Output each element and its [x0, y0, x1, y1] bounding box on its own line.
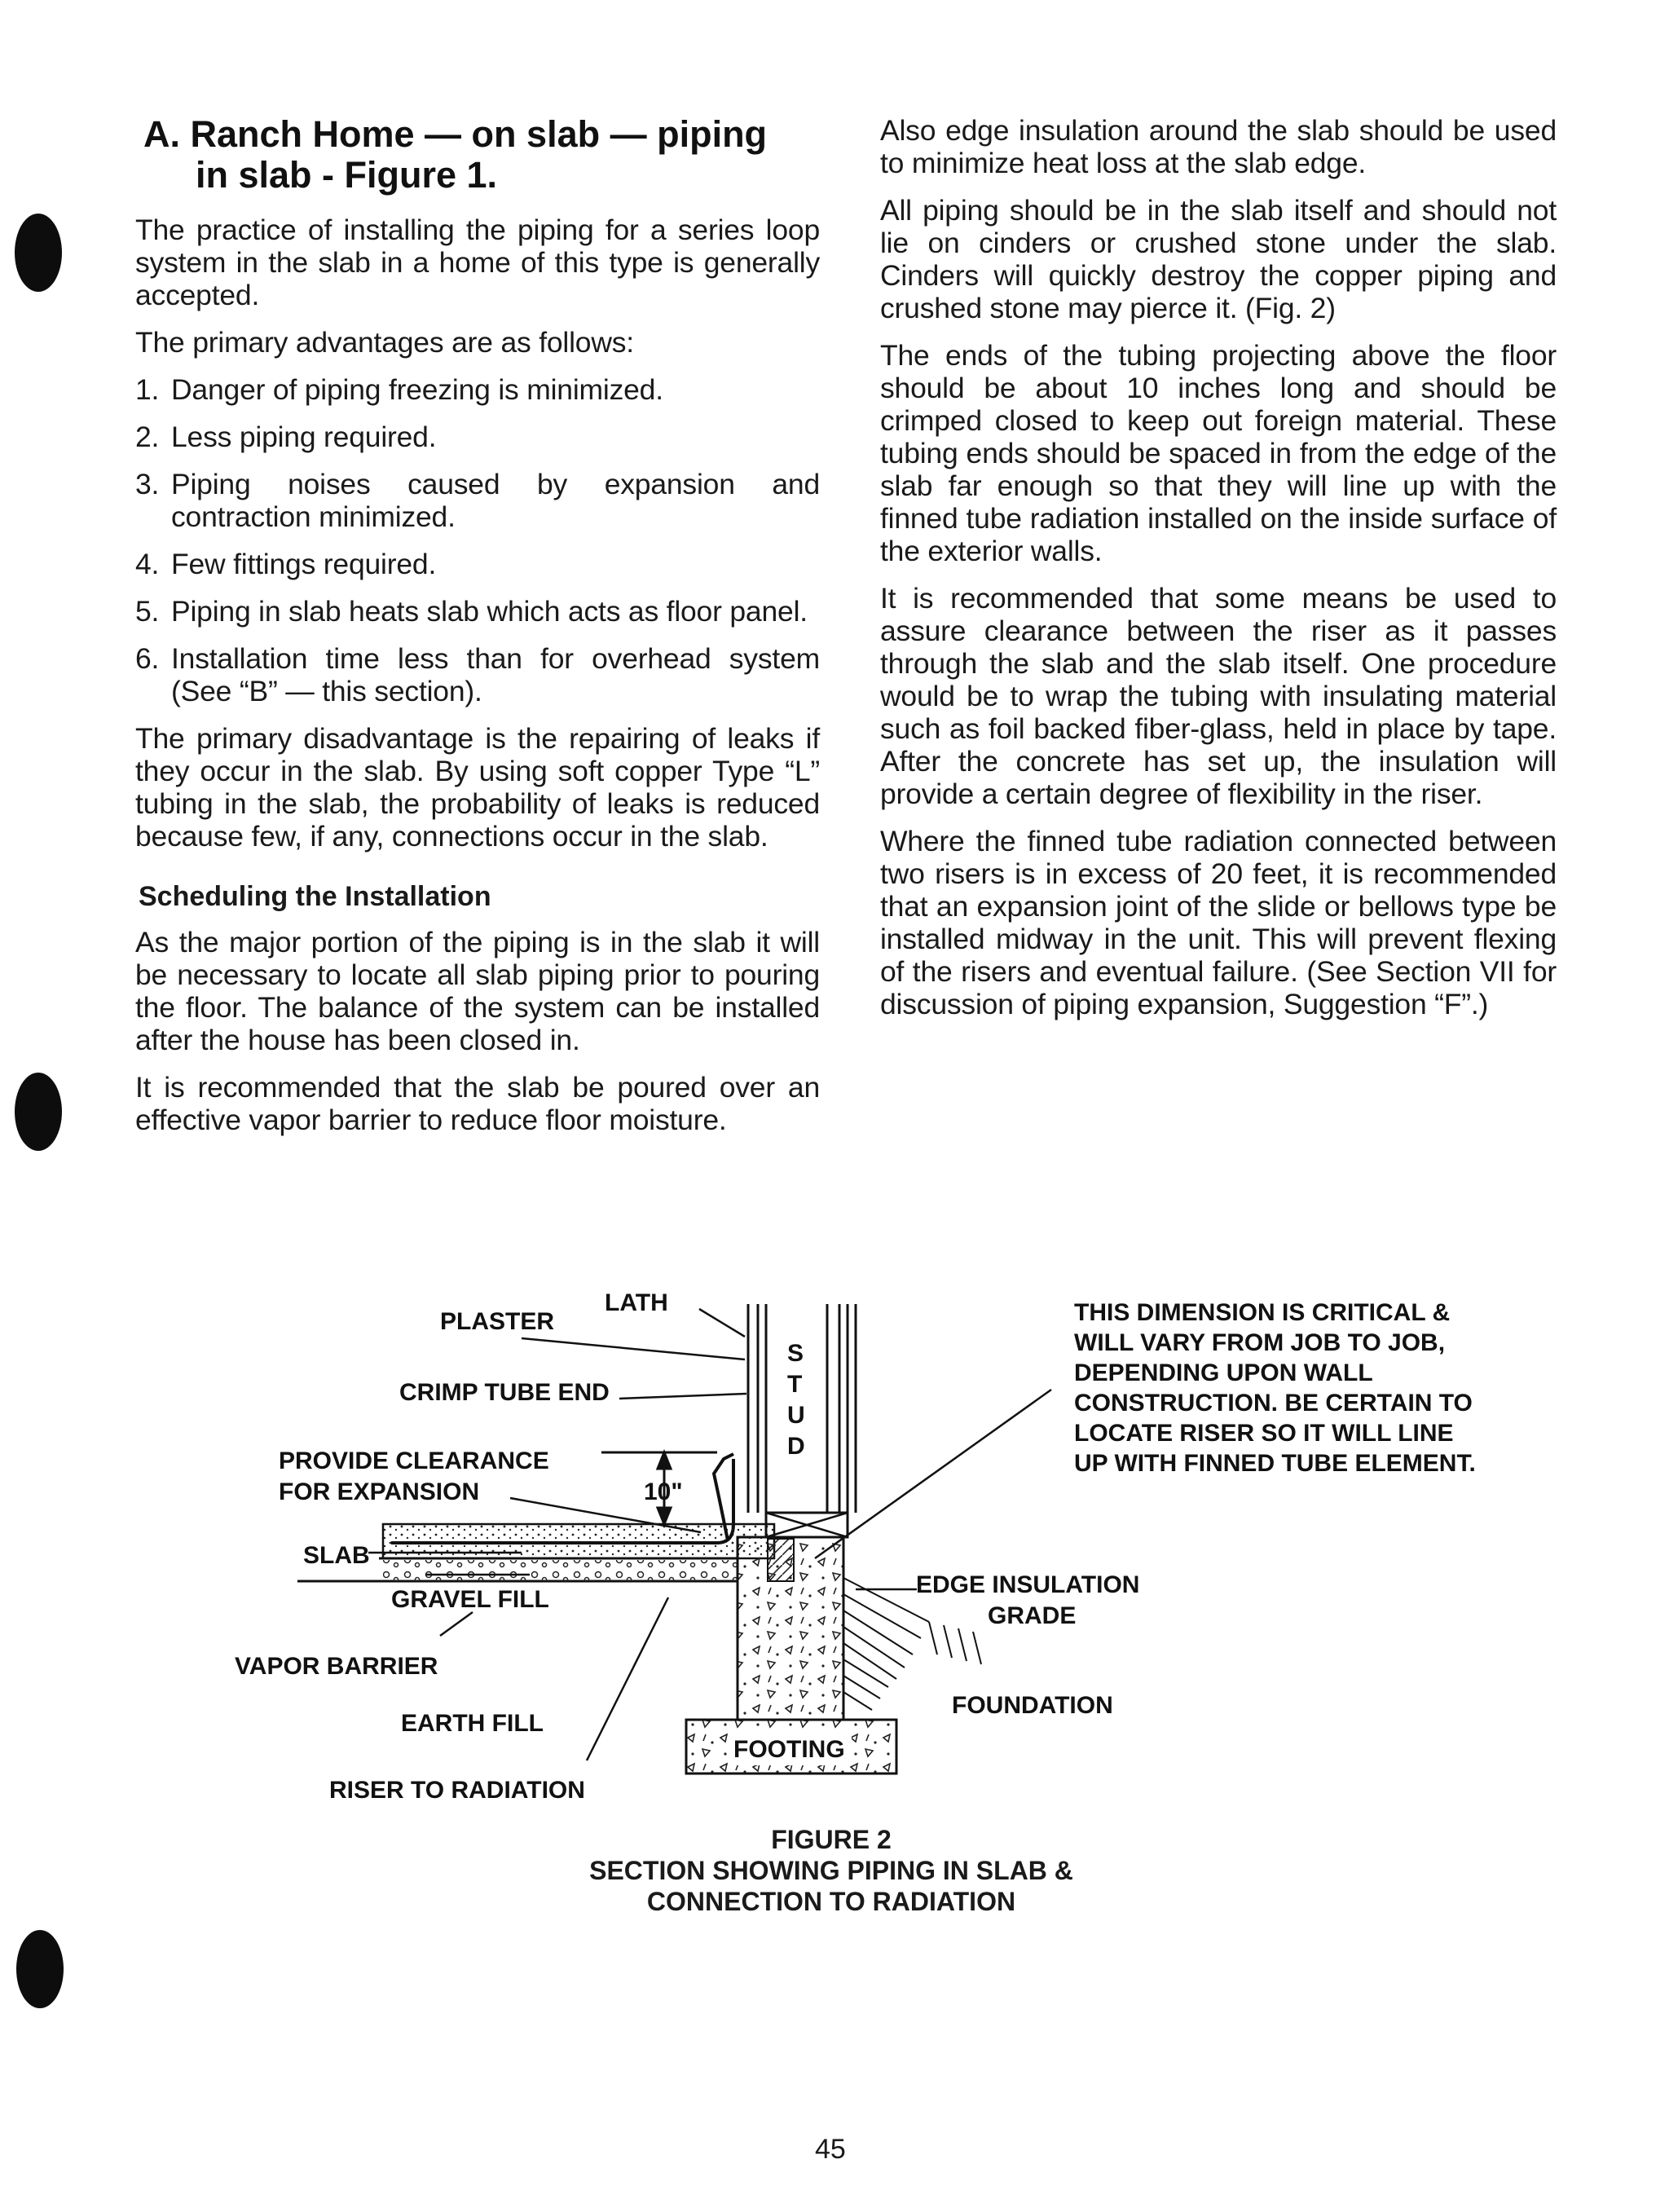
list-text: Piping noises caused by expansion and contraction minimized.	[171, 468, 820, 533]
expansion-joint-paragraph: Where the finned tube radiation connected between two risers is in excess of 20 feet, it is recommended that an expansion joint of the slide or bellows type be installed midway in the unit. This will prevent flexing of the risers and eventual failure. (See Section VII for discussion of piping expansion, Suggestion “F”.)	[880, 825, 1557, 1020]
label-provide-clearance: PROVIDE CLEARANCE	[279, 1447, 549, 1474]
list-text: Piping in slab heats slab which acts as floor panel.	[171, 595, 808, 628]
scheduling-paragraph: As the major portion of the piping is in the slab it will be necessary to locate all slab piping prior to pouring the floor. The balance of the system can be installed after the house has been closed in.	[135, 926, 820, 1056]
heading-line-2: in slab - Figure 1.	[196, 154, 498, 196]
list-text: Few fittings required.	[171, 548, 437, 580]
label-stud-d: D	[787, 1433, 805, 1460]
label-vapor-barrier: VAPOR BARRIER	[235, 1653, 438, 1680]
list-number: 4.	[135, 548, 160, 580]
caption-line-1: FIGURE 2	[771, 1825, 892, 1854]
label-riser-to-radiation: RISER TO RADIATION	[329, 1777, 585, 1804]
label-crimp-tube-end: CRIMP TUBE END	[399, 1379, 610, 1406]
disadvantage-paragraph: The primary disadvantage is the repairing of leaks if they occur in the slab. By using soft copper Type “L” tubing in the slab, the probability of leaks is reduced because few, if any, connections occur in the slab.	[135, 722, 820, 853]
label-lath: LATH	[605, 1289, 668, 1316]
list-number: 5.	[135, 595, 160, 628]
label-critical-dimension-note: THIS DIMENSION IS CRITICAL & WILL VARY FROM JOB TO JOB, DEPENDING UPON WALL CONSTRUCTION. BE CERTAIN TO LOCATE RISER SO IT WILL LINE UP WITH FINNED TUBE ELEMENT.	[1074, 1299, 1476, 1477]
page-number: 45	[815, 2134, 846, 2165]
label-earth-fill: EARTH FILL	[401, 1710, 544, 1737]
label-slab: SLAB	[303, 1542, 370, 1569]
list-number: 3.	[135, 468, 160, 500]
caption-line-2: SECTION SHOWING PIPING IN SLAB &	[589, 1856, 1073, 1885]
list-number: 6.	[135, 642, 160, 675]
list-number: 2.	[135, 421, 160, 453]
heading-line-1: A. Ranch Home — on slab — piping	[143, 113, 768, 155]
label-ten-inches: 10"	[644, 1478, 683, 1505]
label-stud-s: S	[787, 1340, 804, 1367]
caption-line-3: CONNECTION TO RADIATION	[646, 1887, 1016, 1916]
gravel-fill	[383, 1560, 742, 1581]
label-stud-t: T	[787, 1371, 803, 1398]
label-grade: GRADE	[988, 1602, 1077, 1629]
advantages-intro: The primary advantages are as follows:	[135, 326, 634, 359]
list-text: Less piping required.	[171, 421, 437, 453]
label-edge-insulation: EDGE INSULATION	[916, 1571, 1140, 1598]
list-text: Installation time less than for overhead system (See “B” — this section).	[171, 642, 820, 707]
label-plaster: PLASTER	[440, 1308, 555, 1335]
list-text: Danger of piping freezing is minimized.	[171, 373, 663, 406]
figure-caption	[505, 1824, 1157, 1917]
edge-insulation	[768, 1539, 794, 1581]
edge-insulation-paragraph: Also edge insulation around the slab should be used to minimize heat loss at the slab edge.	[880, 114, 1557, 179]
riser-clearance-paragraph: It is recommended that some means be used to assure clearance between the riser as it passes through the slab and the slab itself. One procedure would be to wrap the tubing with insulating material such as foil backed fiber-glass, held in place by tape. After the concrete has set up, the insulation will provide a certain degree of flexibility in the riser.	[880, 582, 1557, 810]
list-number: 1.	[135, 373, 160, 406]
label-foundation: FOUNDATION	[952, 1692, 1113, 1719]
subheading-scheduling: Scheduling the Installation	[139, 881, 491, 912]
label-stud-u: U	[787, 1402, 805, 1429]
piping-in-slab-paragraph: All piping should be in the slab itself and should not lie on cinders or crushed stone under the slab. Cinders will quickly destroy the copper piping and crushed stone may pierce it. (Fig. 2)	[880, 194, 1557, 324]
tubing-ends-paragraph: The ends of the tubing projecting above the floor should be about 10 inches long and should be crimped closed to keep out foreign material. These tubing ends should be spaced in from the edge of the slab far enough so that they will line up with the finned tube radiation installed on the inside surface of the exterior walls.	[880, 339, 1557, 567]
label-for-expansion: FOR EXPANSION	[279, 1478, 480, 1505]
label-footing: FOOTING	[733, 1736, 845, 1763]
label-gravel-fill: GRAVEL FILL	[391, 1586, 549, 1613]
vapor-barrier-paragraph: It is recommended that the slab be poured over an effective vapor barrier to reduce floor moisture.	[135, 1071, 820, 1136]
intro-paragraph: The practice of installing the piping for a series loop system in the slab in a home of this type is generally accepted.	[135, 214, 820, 311]
